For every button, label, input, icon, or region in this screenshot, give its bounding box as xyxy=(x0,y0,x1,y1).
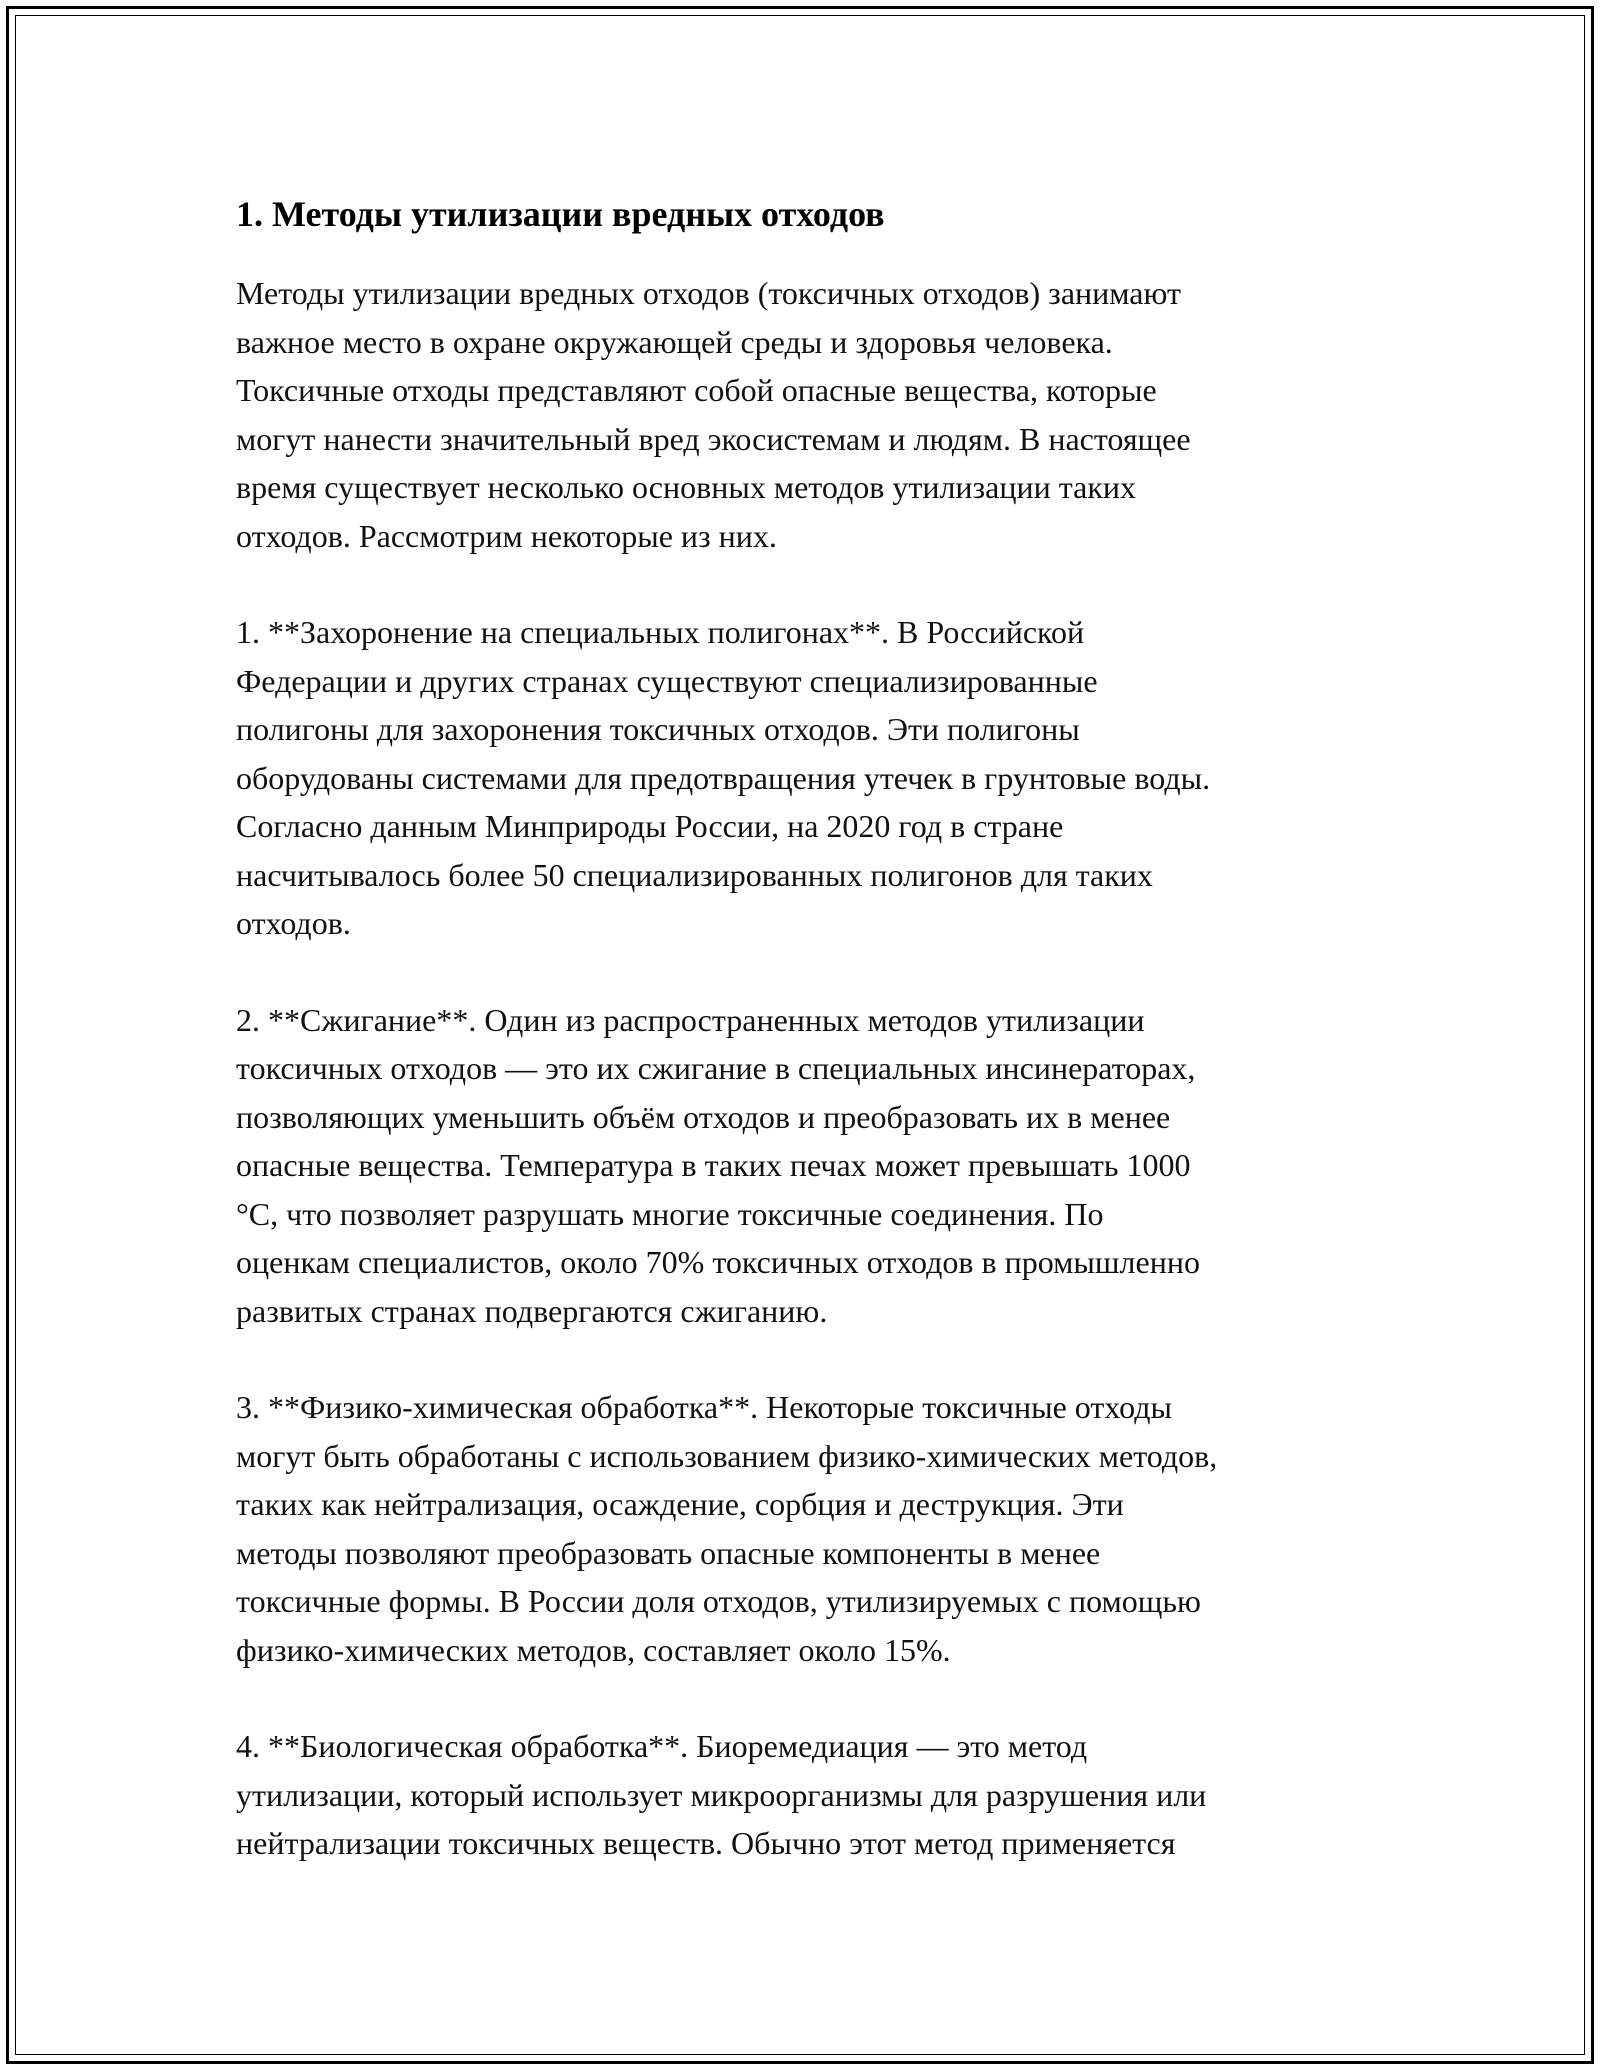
list-item-biological: 4. **Биологическая обработка**. Биоремедиация — это метод утилизации, который использует микроорганизмы для разрушения или нейтрализации токсичных веществ. Обычно этот метод применяется xyxy=(236,1728,1207,1861)
list-item-incineration: 2. **Сжигание**. Один из распространенных методов утилизации токсичных отходов — это их сжигание в специальных инсинераторах, позволяющих уменьшить объём отходов и преобразовать их в менее опасные вещества. Температура в таких печах может превышать 1000 °C, что позволяет разрушать многие токсичные соединения. По оценкам специалистов, около 70% токсичных отходов в промышленно развитых странах подвергаются сжиганию. xyxy=(236,1001,1200,1329)
list-item-physicochemical: 3. **Физико-химическая обработка**. Некоторые токсичные отходы могут быть обработаны с использованием физико-химических методов, таких как нейтрализация, осаждение, сорбция и деструкция. Эти методы позволяют преобразовать опасные компоненты в менее токсичные формы. В России доля отходов, утилизируемых с помощью физико-химических методов, составляет около 15%. xyxy=(236,1389,1218,1668)
section-heading: 1. Методы утилизации вредных отходов xyxy=(236,194,885,234)
document-body xyxy=(236,185,1396,1916)
intro-paragraph: Методы утилизации вредных отходов (токсичных отходов) занимают важное место в охране окружающей среды и здоровья человека. Токсичные отходы представляют собой опасные вещества, которые могут нанести значительный вред экосистемам и людям. В настоящее время существует несколько основных методов утилизации таких отходов. Рассмотрим некоторые из них. xyxy=(236,275,1191,554)
list-item-landfill: 1. **Захоронение на специальных полигонах**. В Российской Федерации и других странах существуют специализированные полигоны для захоронения токсичных отходов. Эти полигоны оборудованы системами для предотвращения утечек в грунтовые воды. Согласно данным Минприроды России, на 2020 год в стране насчитывалось более 50 специализированных полигонов для таких отходов. xyxy=(236,614,1211,941)
